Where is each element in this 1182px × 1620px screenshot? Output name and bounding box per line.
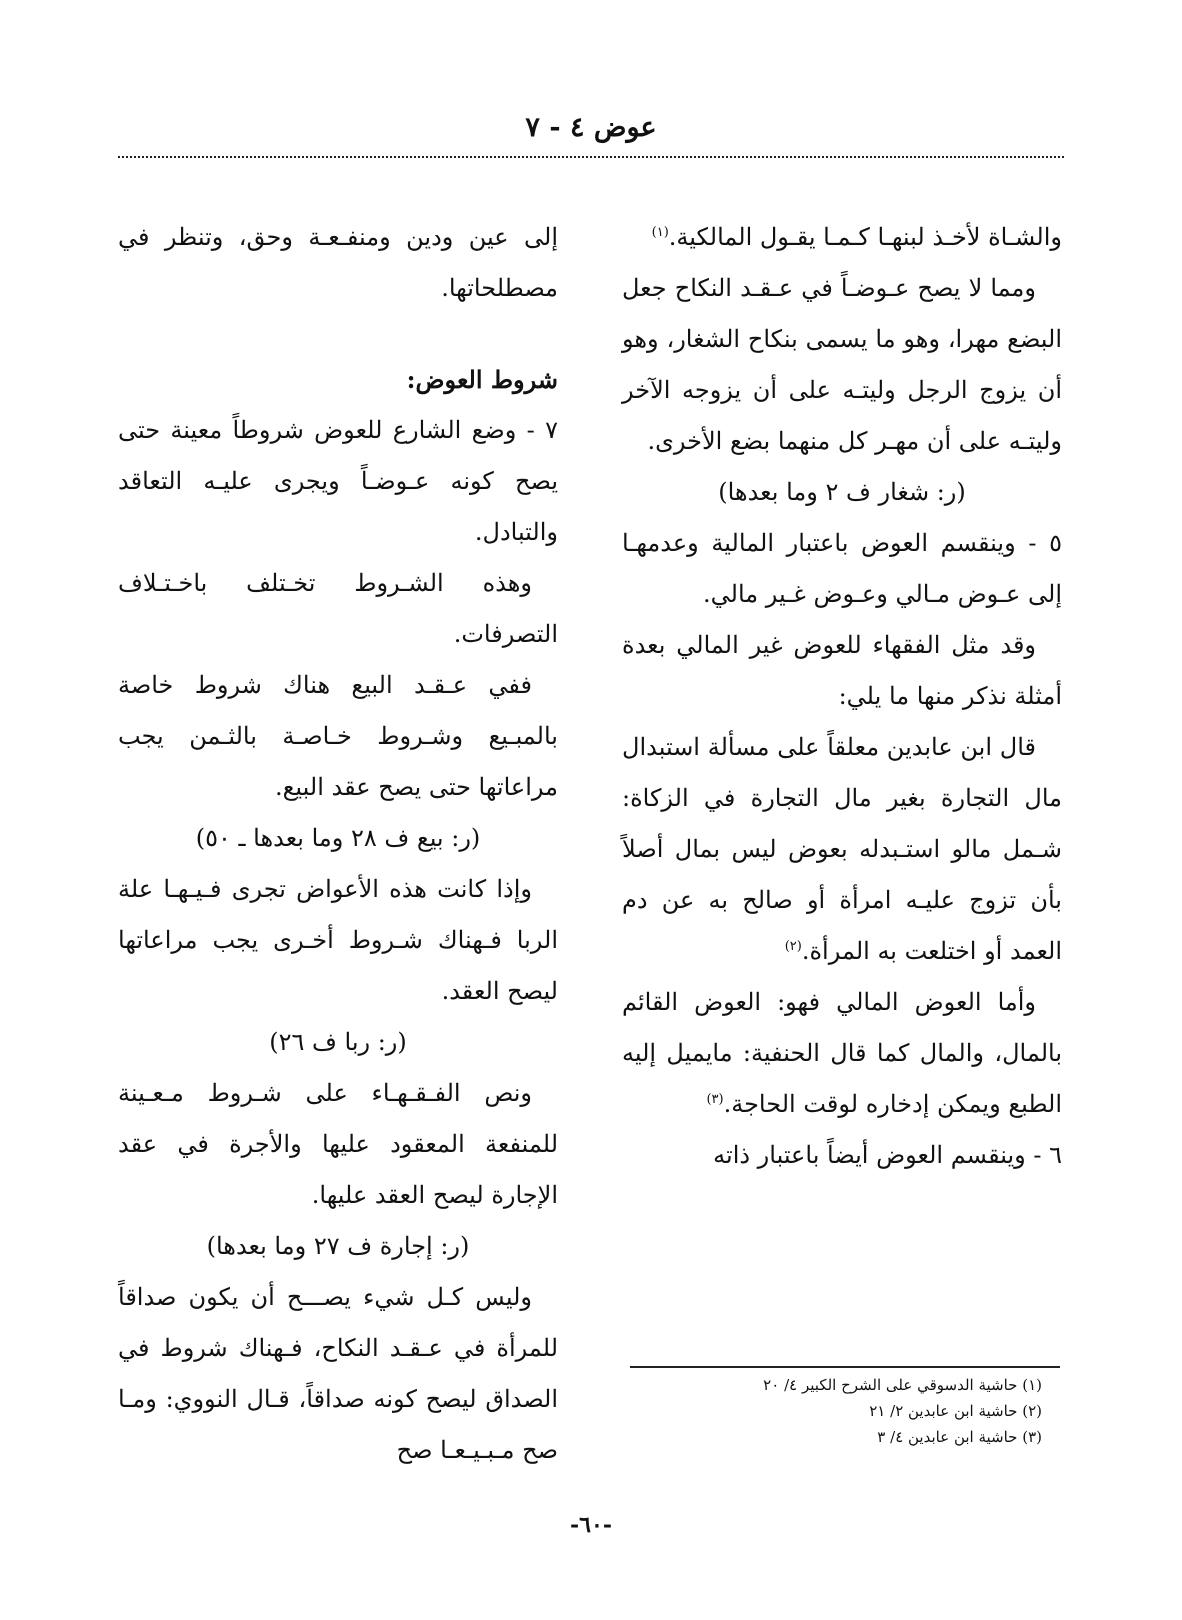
page-number: -٦٠- <box>570 1512 612 1538</box>
paragraph <box>622 518 1062 620</box>
header-dotted-rule <box>118 156 1064 158</box>
paragraph-text: وهذه الشـروط تخـتلف باخـتـلاف التصرفات. <box>118 569 558 648</box>
paragraph-text: (ر: شغار ف ٢ وما بعدها) <box>718 478 966 506</box>
paragraph <box>118 1272 558 1476</box>
section-heading <box>118 354 558 405</box>
paragraph-text: (ر: ربا ف ٢٦) <box>269 1028 407 1056</box>
paragraph <box>118 405 558 558</box>
paragraph <box>622 1130 1062 1181</box>
footnote-marker: (١) <box>651 225 669 240</box>
paragraph-text: ونص الفـقـهـاء على شـروط مـعـينة للمنفعة المعقود عليها والأجرة في عقد الإجارة ليصح العقد عليها. <box>118 1079 558 1209</box>
paragraph-text: قال ابن عابدين معلقاً على مسألة استبدال مال التجارة بغير مال التجارة في الزكاة: شـمل مالو استـبدله بعوض ليس بمال أصلاً بأن تزوج عليـه امرأة أو صالح به عن دم العمد أو اختلعت به المرأة. <box>622 733 1062 965</box>
cross-reference <box>118 1221 558 1272</box>
page-header-title: عوض ٤ - ٧ <box>525 112 657 143</box>
paragraph <box>622 620 1062 722</box>
footnote-marker: (٣) <box>706 1092 724 1107</box>
paragraph <box>118 864 558 1017</box>
paragraph-text: (ر: إجارة ف ٢٧ وما بعدها) <box>206 1232 470 1260</box>
paragraph-text: ومما لا يصح عـوضـاً في عـقـد النكاح جعل البضع مهرا، وهو ما يسمى بنكاح الشغار، وهو أن يزوج الرجل وليتـه على أن يزوجه الآخر وليتـه على أن مهـر كل منهما بضع الأخرى. <box>622 274 1062 455</box>
footnote: (٢) حاشية ابن عابدين ٢/ ٢١ <box>869 1402 1042 1420</box>
paragraph <box>118 1068 558 1221</box>
paragraph <box>118 558 558 660</box>
paragraph-text: ٥ - وينقسم العوض باعتبار المالية وعدمهـا إلى عـوض مـالي وعـوض غـير مالي. <box>622 529 1062 608</box>
paragraph <box>622 212 1062 263</box>
cross-reference <box>118 813 558 864</box>
paragraph-text: إلى عين ودين ومنفـعـة وحق، وتنظر في مصطلحاتها. <box>118 223 558 302</box>
paragraph-text: وليس كـل شيء يصـــح أن يكون صداقاً للمرأة في عـقـد النكاح، فـهناك شروط في الصداق ليصح كونه صداقاً، قـال النووي: ومـا صح مـبـيـعـا صح <box>118 1283 558 1464</box>
right-text-column <box>622 212 1062 1181</box>
paragraph-text: (ر: بيع ف ٢٨ وما بعدها ـ ٥٠) <box>195 824 481 852</box>
paragraph <box>622 263 1062 467</box>
left-text-column <box>118 212 558 1476</box>
paragraph <box>622 722 1062 977</box>
paragraph <box>118 212 558 314</box>
paragraph-text: وقد مثل الفقهاء للعوض غير المالي بعدة أمثلة نذكر منها ما يلي: <box>622 631 1062 710</box>
paragraph-text: ٦ - وينقسم العوض أيضاً باعتبار ذاته <box>713 1141 1062 1169</box>
paragraph-text: شروط العوض: <box>406 365 558 394</box>
paragraph-gap <box>118 314 558 354</box>
footnote: (١) حاشية الدسوقي على الشرح الكبير ٤/ ٢٠ <box>763 1376 1042 1394</box>
paragraph <box>622 977 1062 1130</box>
footnote-separator <box>630 1366 1060 1368</box>
paragraph-text: ٧ - وضع الشارع للعوض شروطاً معينة حتى يصح كونه عـوضـاً ويجرى عليـه التعاقد والتبادل. <box>118 416 558 546</box>
paragraph-text: وإذا كانت هذه الأعواض تجرى فـيـهـا علة الربا فـهناك شـروط أخـرى يجب مراعاتها ليصح العقد. <box>118 875 558 1005</box>
paragraph-text: ففي عـقـد البيع هناك شروط خاصة بالمبـيع وشـروط خـاصـة بالثـمن يجب مراعاتها حتى يصح عقد البيع. <box>118 671 558 801</box>
paragraph-text: والشـاة لأخـذ لبنهـا كـمـا يقـول المالكية. <box>668 223 1062 251</box>
cross-reference <box>118 1017 558 1068</box>
paragraph-text: وأما العوض المالي فهو: العوض القائم بالمال، والمال كما قال الحنفية: مايميل إليه الطبع ويمكن إدخاره لوقت الحاجة. <box>622 988 1062 1118</box>
footnote-marker: (٢) <box>784 939 802 954</box>
footnotes <box>622 1372 1062 1450</box>
cross-reference <box>622 467 1062 518</box>
footnote: (٣) حاشية ابن عابدين ٤/ ٣ <box>877 1428 1042 1446</box>
paragraph <box>118 660 558 813</box>
